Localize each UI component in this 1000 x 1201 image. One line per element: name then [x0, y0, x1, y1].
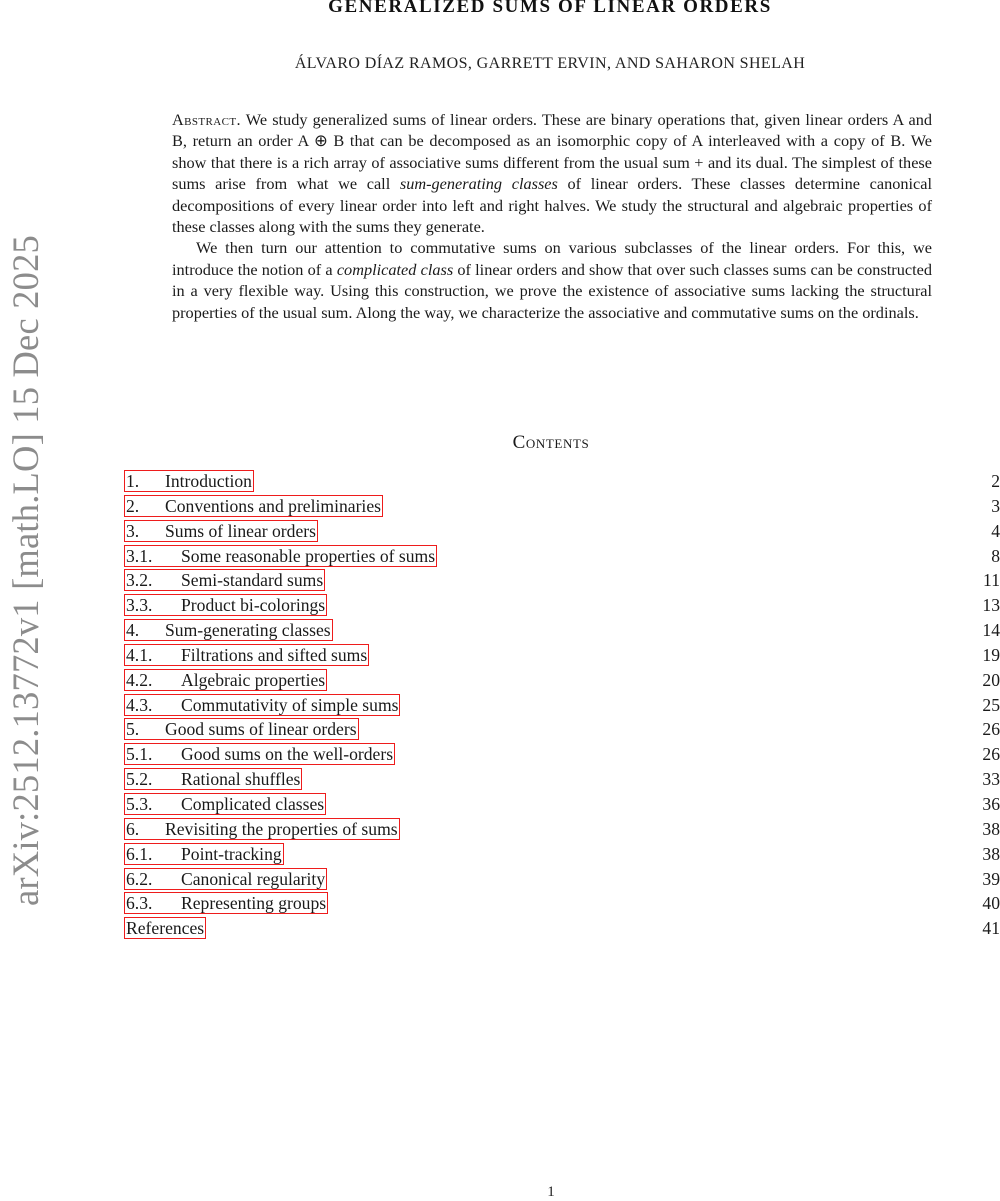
toc-link-conventions[interactable] [124, 495, 383, 517]
toc-entry [124, 644, 1000, 669]
abstract-label: Abstract. [172, 110, 241, 129]
abstract-emphasis: sum-generating classes [399, 174, 558, 194]
toc-page-number: 38 [982, 843, 1000, 864]
toc-section-number: 4.3. [126, 694, 153, 715]
toc-link-reasonable-properties[interactable] [124, 545, 437, 567]
toc-link-references[interactable] [124, 917, 206, 939]
toc-section-number: 6.3. [126, 893, 153, 914]
toc-page-number: 14 [982, 620, 1000, 641]
toc-page-number: 26 [982, 744, 1000, 765]
toc-entry [124, 718, 1000, 743]
abstract [172, 109, 932, 323]
toc-page-number: 38 [982, 818, 1000, 839]
toc-section-number: 6.2. [126, 868, 153, 889]
paper-title: GENERALIZED SUMS OF LINEAR ORDERS [328, 0, 772, 17]
toc-entry [124, 619, 1000, 644]
toc-page-number: 3 [991, 495, 1000, 516]
toc-link-point-tracking[interactable] [124, 843, 284, 865]
toc-section-title: Filtrations and sifted sums [181, 644, 368, 665]
toc-section-title: Good sums of linear orders [165, 719, 357, 740]
toc-section-number: 5. [126, 719, 140, 740]
toc-page-number: 41 [982, 918, 1000, 939]
toc-entry [124, 768, 1000, 793]
toc-page-number: 8 [991, 545, 1000, 566]
toc-entry [124, 868, 1000, 893]
toc-section-number: 5.3. [126, 793, 153, 814]
toc-entry [124, 892, 1000, 917]
toc-entry [124, 743, 1000, 768]
toc-link-canonical-regularity[interactable] [124, 868, 327, 890]
toc-link-semi-standard-sums[interactable] [124, 569, 325, 591]
toc-section-number: 3.1. [126, 545, 153, 566]
toc-link-good-sums-well-orders[interactable] [124, 743, 395, 765]
toc-section-title: Commutativity of simple sums [181, 694, 399, 715]
toc-entry [124, 495, 1000, 520]
toc-entry [124, 470, 1000, 495]
toc-entry [124, 569, 1000, 594]
toc-page-number: 36 [982, 793, 1000, 814]
toc-section-number: 4. [126, 620, 140, 641]
abstract-text: of linear orders and show that over such classes sums can be constructed in a very flexible way. Using this construction, we prove the existence of associative sums lacking the structural properties of the usual sum. Along the way, we characterize the associative and commutative sums on the ordinals. [172, 259, 932, 322]
abstract-text: We study generalized sums of linear orders. These are binary operations that, given linear orders A and B, return an order A ⊕ B that can be decomposed as an isomorphic copy of A interleaved with a copy of B. We show that there is a rich array of associative sums different from the usual sum + and its dual. The simplest of these sums arise from what we call [172, 110, 932, 194]
arxiv-identifier-stamp [3, 196, 47, 944]
toc-link-sums-of-linear-orders[interactable] [124, 520, 318, 542]
toc-section-number: 2. [126, 495, 140, 516]
toc-section-number: 5.1. [126, 744, 153, 765]
toc-section-title: Complicated classes [181, 793, 325, 814]
toc-link-revisiting-properties[interactable] [124, 818, 400, 840]
toc-section-title: Conventions and preliminaries [165, 495, 381, 516]
toc-section-title: Rational shuffles [181, 769, 301, 790]
paper-authors: ÁLVARO DÍAZ RAMOS, GARRETT ERVIN, AND SAHARON SHELAH [294, 55, 806, 72]
toc-section-title: Canonical regularity [181, 868, 326, 889]
toc-page-number: 13 [982, 595, 1000, 616]
toc-page-number: 19 [982, 644, 1000, 665]
toc-link-algebraic-properties[interactable] [124, 669, 327, 691]
abstract-paragraph-1 [172, 109, 932, 237]
toc-page-number: 33 [982, 769, 1000, 790]
toc-entry [124, 818, 1000, 843]
toc-section-title: Product bi-colorings [181, 595, 326, 616]
toc-page-number: 25 [982, 694, 1000, 715]
toc-link-filtrations-sifted-sums[interactable] [124, 644, 369, 666]
toc-link-good-sums-linear-orders[interactable] [124, 718, 359, 740]
toc-page-number: 4 [991, 520, 1000, 541]
toc-section-title: Point-tracking [181, 843, 282, 864]
abstract-paragraph-2 [172, 237, 932, 323]
toc-entry [124, 694, 1000, 719]
toc-section-number: 4.2. [126, 669, 153, 690]
toc-page-number: 2 [991, 471, 1000, 491]
toc-entry [124, 793, 1000, 818]
toc-section-title: Representing groups [181, 893, 327, 914]
toc-section-title: Revisiting the properties of sums [165, 818, 398, 839]
toc-section-title: Some reasonable properties of sums [181, 545, 436, 566]
abstract-text: We then turn our attention to commutative sums on various subclasses of the linear orders. For this, we introduce the notion of a [172, 238, 932, 279]
toc-section-number: 1. [126, 471, 140, 491]
toc-link-product-bi-colorings[interactable] [124, 594, 327, 616]
toc-page-number: 39 [982, 868, 1000, 889]
toc-entry [124, 594, 1000, 619]
toc-section-number: 3. [126, 520, 140, 541]
table-of-contents [124, 470, 1000, 942]
toc-section-title: Algebraic properties [181, 669, 326, 690]
toc-link-complicated-classes[interactable] [124, 793, 326, 815]
toc-page-number: 11 [983, 570, 1000, 591]
toc-entry [124, 545, 1000, 570]
toc-section-title: References [126, 918, 205, 939]
abstract-text: of linear orders. These classes determine canonical decompositions of every linear order into left and right halves. We study the structural and algebraic properties of these classes along with the sums they generate. [172, 174, 933, 237]
toc-section-number: 6.1. [126, 843, 153, 864]
contents-heading: Contents [512, 432, 590, 453]
page-number: 1 [547, 1184, 555, 1200]
toc-section-title: Good sums on the well-orders [181, 744, 394, 765]
toc-link-sum-generating-classes[interactable] [124, 619, 333, 641]
toc-link-commutativity-simple-sums[interactable] [124, 694, 400, 716]
toc-section-title: Sums of linear orders [165, 520, 316, 541]
toc-section-title: Sum-generating classes [165, 620, 331, 641]
toc-section-number: 3.3. [126, 595, 153, 616]
toc-entry [124, 520, 1000, 545]
toc-section-number: 5.2. [126, 769, 153, 790]
toc-link-rational-shuffles[interactable] [124, 768, 302, 790]
arxiv-identifier-text: arXiv:2512.13772v1 [math.LO] 15 Dec 2025 [4, 234, 46, 906]
abstract-emphasis: complicated class [336, 259, 454, 279]
toc-entry [124, 843, 1000, 868]
toc-section-number: 6. [126, 818, 140, 839]
toc-page-number: 20 [982, 669, 1000, 690]
toc-link-introduction[interactable] [124, 470, 254, 492]
toc-page-number: 26 [982, 719, 1000, 740]
toc-page-number: 40 [982, 893, 1000, 914]
toc-entry [124, 917, 1000, 942]
toc-section-number: 3.2. [126, 570, 153, 591]
toc-section-title: Semi-standard sums [181, 570, 324, 591]
toc-section-number: 4.1. [126, 644, 153, 665]
toc-entry [124, 669, 1000, 694]
toc-link-representing-groups[interactable] [124, 892, 328, 914]
toc-section-title: Introduction [165, 471, 252, 491]
